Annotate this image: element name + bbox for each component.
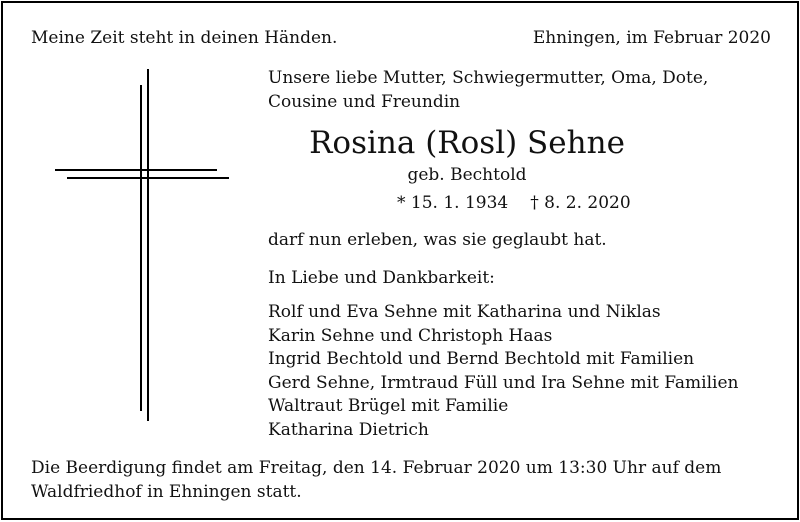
motto: Meine Zeit steht in deinen Händen. [31,28,338,48]
birth-date: * 15. 1. 1934 [397,193,509,213]
mourner: Karin Sehne und Christoph Haas [268,325,553,346]
intro-line-1: Unsere liebe Mutter, Schwiegermutter, Oma, Dote, [268,68,709,88]
life-dates [397,192,631,214]
birth-name: geb. Bechtold [407,165,527,185]
funeral-line-2: Waldfriedhof in Ehningen statt. [31,482,302,502]
mourner: Rolf und Eva Sehne mit Katharina und Niklas [268,302,661,322]
funeral-info [31,456,771,504]
mourner: Waltraut Brügel mit Familie [268,396,509,416]
believe-line: darf nun erleben, was sie geglaubt hat. [268,230,607,250]
obituary-notice [1,1,799,520]
deceased-name: Rosina (Rosl) Sehne [309,125,625,161]
death-date: † 8. 2. 2020 [530,193,631,213]
mourner: Ingrid Bechtold und Bernd Bechtold mit Familien [268,349,695,369]
place-date: Ehningen, im Februar 2020 [532,28,771,48]
mourner: Gerd Sehne, Irmtraud Füll und Ira Sehne mit Familien [268,372,739,393]
mourner: Katharina Dietrich [268,419,429,440]
funeral-line-1: Die Beerdigung findet am Freitag, den 14. Februar 2020 um 13:30 Uhr auf dem [31,458,722,478]
intro-line-2: Cousine und Freundin [268,92,461,112]
thanks-line: In Liebe und Dankbarkeit: [268,268,495,288]
mourners-list [268,301,738,442]
